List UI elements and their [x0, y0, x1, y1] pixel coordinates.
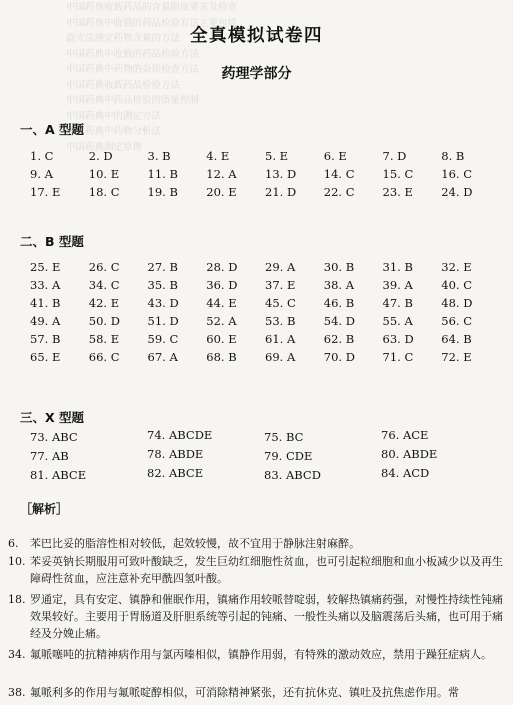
answer-item: 40. C — [441, 278, 472, 292]
section-b-answers — [30, 258, 500, 366]
answer-item: 2. D — [88, 149, 113, 163]
answer-item: 77. AB — [30, 448, 69, 463]
answer-item: 83. ABCD — [264, 467, 321, 482]
answer-item: 38. A — [323, 278, 354, 292]
answer-item: 1. C — [30, 149, 54, 163]
answer-item: 41. B — [30, 296, 61, 310]
answer-item: 70. D — [323, 350, 355, 364]
answer-item: 62. B — [323, 332, 355, 346]
answer-item: 42. E — [88, 296, 120, 310]
answer-row — [30, 183, 500, 201]
answer-item: 66. C — [88, 350, 120, 364]
answer-item: 36. D — [206, 278, 238, 292]
answer-item: 16. C — [441, 167, 472, 181]
answer-item: 18. C — [88, 185, 120, 199]
answer-item: 56. C — [441, 314, 472, 328]
answer-row — [30, 330, 500, 348]
answer-item: 9. A — [30, 167, 53, 181]
answer-item: 15. C — [382, 167, 414, 181]
section-x-heading: 三、X 型题 — [20, 410, 84, 425]
answer-item: 20. E — [206, 185, 237, 199]
answer-row — [30, 427, 500, 446]
answer-item: 69. A — [265, 350, 296, 364]
section-title: 药理学部分 — [221, 66, 292, 82]
answer-item: 47. B — [382, 296, 413, 310]
section-a-heading: 一、A 型题 — [20, 122, 85, 137]
answer-row — [30, 465, 500, 484]
answer-row — [30, 294, 500, 312]
answer-item: 34. C — [88, 278, 120, 292]
answer-item: 26. C — [88, 260, 120, 274]
answer-item: 8. B — [441, 149, 465, 163]
answer-item: 21. D — [265, 185, 297, 199]
answer-item: 33. A — [30, 278, 61, 292]
analysis-heading: ［解析］ — [20, 502, 69, 516]
answer-item: 30. B — [323, 260, 355, 274]
analysis-note-38: 38. 氟哌利多的作用与氟哌啶醇相似，可消除精神紧张，还有抗休克、镇吐及抗焦虑作用。常 — [8, 686, 459, 699]
answer-item: 61. A — [265, 332, 296, 346]
answer-item: 44. E — [206, 296, 237, 310]
answer-row — [30, 276, 500, 294]
answer-item: 50. D — [88, 314, 120, 328]
answer-item: 48. D — [441, 296, 473, 310]
answer-item: 3. B — [147, 149, 171, 163]
answer-item: 51. D — [147, 314, 179, 328]
answer-row — [30, 348, 500, 366]
answer-item: 24. D — [441, 185, 473, 199]
answer-item: 22. C — [323, 185, 355, 199]
answer-item: 74. ABCDE — [147, 428, 213, 442]
answer-item: 53. B — [265, 314, 296, 328]
answer-item: 5. E — [265, 149, 289, 163]
answer-item: 84. ACD — [381, 466, 430, 480]
answer-item: 19. B — [147, 185, 178, 199]
answer-item: 76. ACE — [381, 428, 429, 442]
show-through-text: 中国药典收载药品的含量限度要求及检查 中国药典中收载的药品检验方法主要包括 旋光法测定药物含量的方法 中国药典中收载的药品检验方法 中国药典中药物的杂质检查方法 中国药典收载药品检验方法 中国药典中药品检验的质量控制 中国药典中的测定方法 中国药典中药物分析法 中国药典测定原理 — [66, 2, 238, 153]
answer-item: 32. E — [441, 260, 472, 274]
answer-item: 55. A — [382, 314, 413, 328]
answer-item: 31. B — [382, 260, 413, 274]
answer-item: 17. E — [30, 185, 61, 199]
answer-item: 46. B — [323, 296, 355, 310]
answer-item: 57. B — [30, 332, 61, 346]
answer-item: 7. D — [382, 149, 407, 163]
answer-item: 60. E — [206, 332, 237, 346]
answer-row — [30, 165, 500, 183]
answer-item: 78. ABDE — [147, 447, 204, 461]
page-title: 全真模拟试卷四 — [190, 26, 323, 46]
answer-item: 54. D — [323, 314, 355, 328]
answer-item: 4. E — [206, 149, 230, 163]
analysis-note-6: 6. 苯巴比妥的脂溶性相对较低，起效较慢，故不宜用于静脉注射麻醉。 — [8, 537, 360, 550]
answer-item: 65. E — [30, 350, 61, 364]
answer-item: 6. E — [323, 149, 347, 163]
section-x-answers — [30, 427, 500, 484]
answer-row — [30, 446, 500, 465]
answer-row — [30, 258, 500, 276]
answer-item: 27. B — [147, 260, 178, 274]
answer-item: 39. A — [382, 278, 413, 292]
answer-row — [30, 147, 500, 165]
answer-item: 45. C — [265, 296, 296, 310]
answer-item: 28. D — [206, 260, 238, 274]
analysis-note-10: 10. 苯妥英钠长期服用可致叶酸缺乏，发生巨幼红细胞性贫血，也可引起粒细胞和血小板减少以及再生障碍性贫血，应注意补充甲酰四氢叶酸。 — [8, 555, 503, 585]
analysis-note-18: 18. 罗通定，具有安定、镇静和催眠作用，镇痛作用较哌替啶弱，较解热镇痛药强，对慢性持续性钝痛效果较好。主要用于胃肠道及肝胆系统等引起的钝痛、一般性头痛以及脑震荡后头痛，也可用于痛经及分娩止痛。 — [8, 593, 503, 640]
analysis-note-34: 34. 氟哌噻吨的抗精神病作用与氯丙嗪相似，镇静作用弱，有特殊的激动效应，禁用于躁狂症病人。 — [8, 648, 492, 661]
answer-item: 35. B — [147, 278, 178, 292]
answer-item: 25. E — [30, 260, 61, 274]
answer-item: 63. D — [382, 332, 414, 346]
answer-item: 75. BC — [264, 429, 304, 444]
section-a-answers — [30, 147, 500, 201]
answer-item: 68. B — [206, 350, 237, 364]
answer-item: 81. ABCE — [30, 467, 87, 482]
answer-item: 64. B — [441, 332, 472, 346]
answer-item: 49. A — [30, 314, 61, 328]
section-b-heading: 二、B 型题 — [20, 234, 84, 249]
answer-row — [30, 312, 500, 330]
answer-item: 23. E — [382, 185, 413, 199]
answer-item: 59. C — [147, 332, 179, 346]
answer-item: 58. E — [88, 332, 120, 346]
answer-item: 13. D — [265, 167, 297, 181]
answer-item: 52. A — [206, 314, 237, 328]
answer-item: 67. A — [147, 350, 178, 364]
answer-item: 37. E — [265, 278, 296, 292]
answer-item: 82. ABCE — [147, 466, 204, 480]
answer-item: 11. B — [147, 167, 178, 181]
answer-item: 71. C — [382, 350, 414, 364]
answer-item: 79. CDE — [264, 448, 313, 463]
answer-item: 12. A — [206, 167, 237, 181]
answer-item: 29. A — [265, 260, 296, 274]
answer-item: 43. D — [147, 296, 179, 310]
answer-item: 72. E — [441, 350, 472, 364]
answer-item: 10. E — [88, 167, 120, 181]
answer-item: 14. C — [323, 167, 355, 181]
answer-item: 73. ABC — [30, 429, 78, 444]
answer-item: 80. ABDE — [381, 447, 438, 461]
